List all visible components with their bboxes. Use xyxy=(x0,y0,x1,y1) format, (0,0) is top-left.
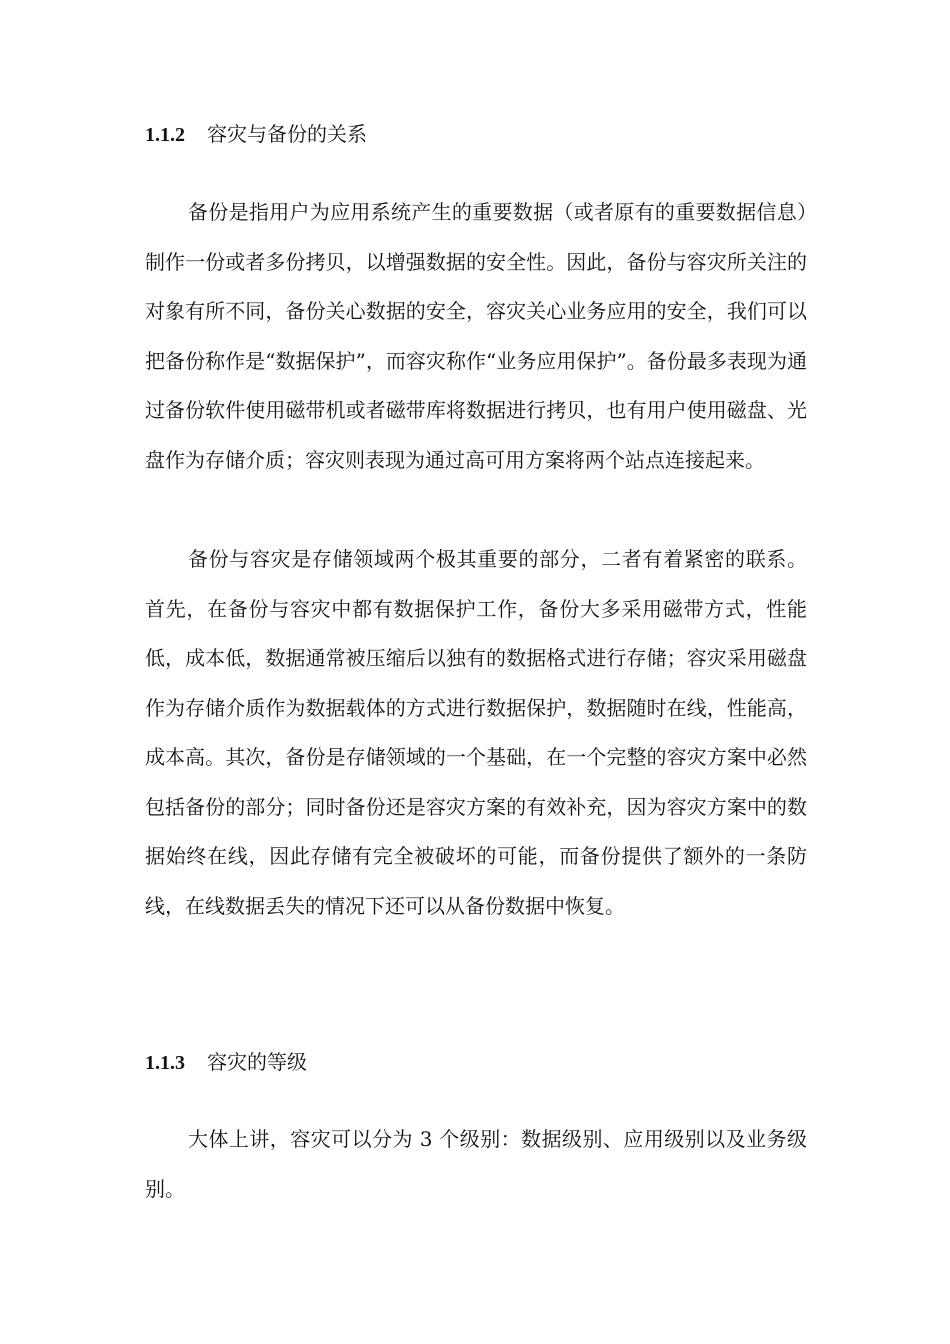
paragraph-backup-dr-relationship: 备份与容灾是存储领域两个极其重要的部分，二者有着紧密的联系。首先，在备份与容灾中都有数据保护工作，备份大多采用磁带方式，性能低，成本低，数据通常被压缩后以独有的数据格式进行存储；容灾采用磁盘作为存储介质作为数据载体的方式进行数据保护，数据随时在线，性能高，成本高。其次，备份是存储领域的一个基础，在一个完整的容灾方案中必然包括备份的部分；同时备份还是容灾方案的有效补充，因为容灾方案中的数据始终在线，因此存储有完全被破坏的可能，而备份提供了额外的一条防线，在线数据丢失的情况下还可以从备份数据中恢复。 xyxy=(145,547,807,918)
section-number: 1.1.2 xyxy=(145,124,185,146)
paragraph-backup-definition: 备份是指用户为应用系统产生的重要数据（或者原有的重要数据信息）制作一份或者多份拷贝，以增强数据的安全性。因此，备份与容灾所关注的对象有所不同，备份关心数据的安全，容灾关心业务应用的安全，我们可以把备份称作是“数据保护”，而容灾称作“业务应用保护”。备份最多表现为通过备份软件使用磁带机或者磁带库将数据进行拷贝，也有用户使用磁盘、光盘作为存储介质；容灾则表现为通过高可用方案将两个站点连接起来。 xyxy=(145,200,807,472)
section-heading-1-1-2 xyxy=(145,120,367,149)
section-title: 容灾与备份的关系 xyxy=(207,122,367,146)
section-title: 容灾的等级 xyxy=(207,1050,307,1074)
section-number: 1.1.3 xyxy=(145,1052,185,1074)
section-heading-1-1-3 xyxy=(145,1048,307,1077)
paragraph-dr-levels: 大体上讲，容灾可以分为 3 个级别：数据级别、应用级别以及业务级别。 xyxy=(145,1127,807,1201)
